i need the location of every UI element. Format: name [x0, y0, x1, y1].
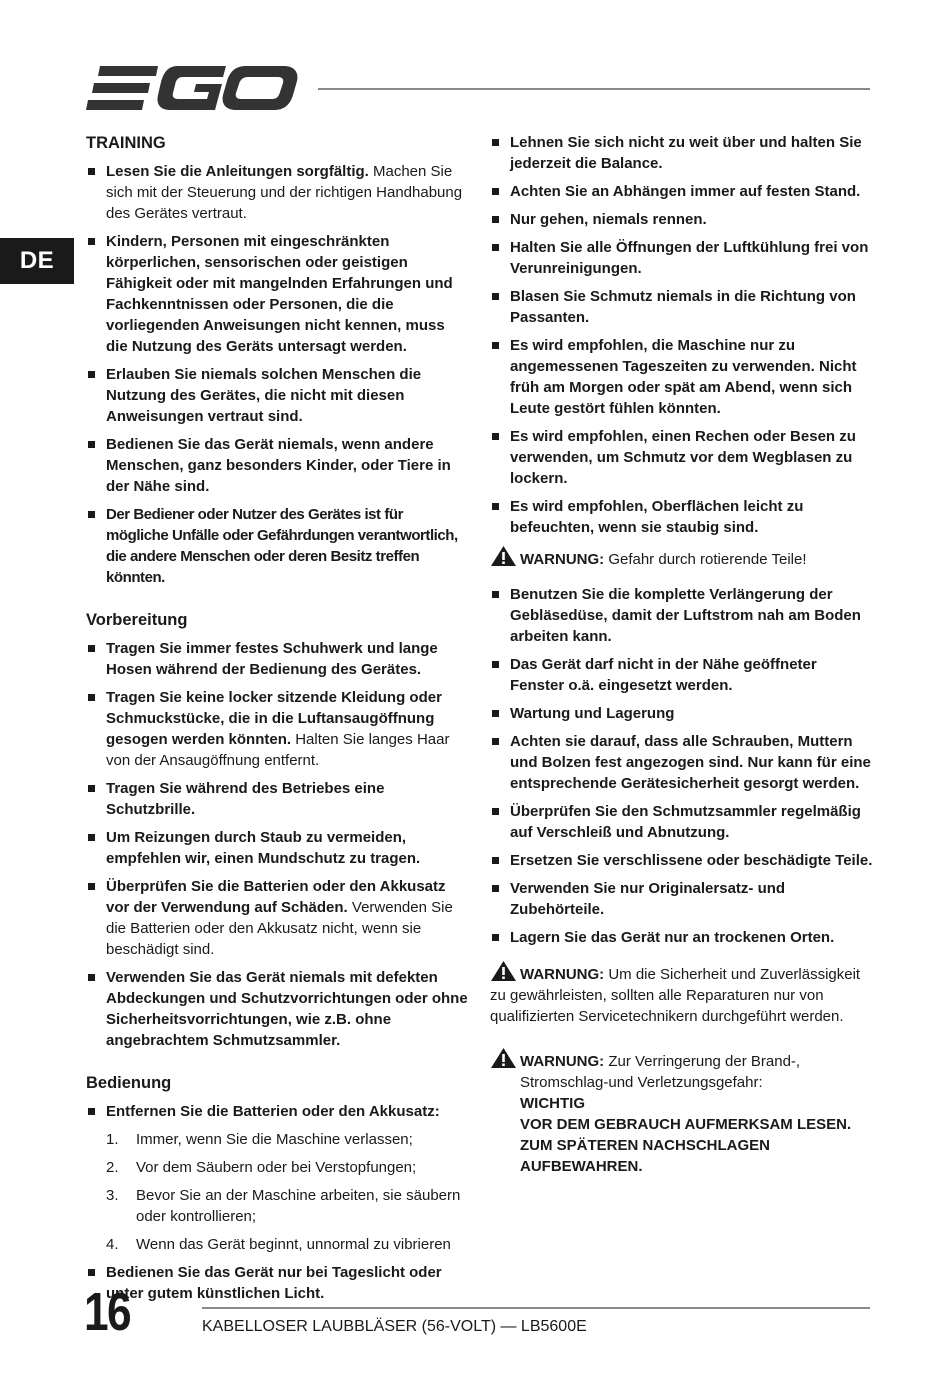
safety-list-a — [490, 132, 874, 538]
warning-fire-shock: WARNUNG: Zur Verringerung der Brand-, Stromschlag-und Verletzungsgefahr: WICHTIG VOR DEM GEBRAUCH AUFMERKSAM LESEN. ZUM SPÄTEREN NACHSCHLAGEN AUFBEWAHREN. — [490, 1047, 874, 1177]
list-item: Überprüfen Sie die Batterien oder den Akkusatz vor der Verwendung auf Schäden. Verwenden Sie die Batterien oder den Akkusatz nicht, wenn sie beschädigt sind. — [86, 876, 468, 960]
list-item: Um Reizungen durch Staub zu vermeiden, empfehlen wir, einen Mundschutz zu tragen. — [86, 827, 468, 869]
list-item: Lesen Sie die Anleitungen sorgfältig. Machen Sie sich mit der Steuerung und der richtigen Handhabung des Gerätes vertraut. — [86, 161, 468, 224]
numbered-item: 2. Vor dem Säubern oder bei Verstopfungen; — [106, 1159, 417, 1176]
list-item: Achten Sie an Abhängen immer auf festen Stand. — [490, 181, 874, 202]
list-item: Verwenden Sie das Gerät niemals mit defekten Abdeckungen und Schutzvorrichtungen oder ohne Sicherheitsvorrichtungen, wie z.B. ohne angebrachtem Schmutzsammler. — [86, 967, 468, 1051]
safety-list-b — [490, 584, 874, 948]
list-item: Bedienen Sie das Gerät niemals, wenn andere Menschen, ganz besonders Kinder, oder Tiere in der Nähe sind. — [86, 434, 468, 497]
list-item: Erlauben Sie niemals solchen Menschen die Nutzung des Gerätes, die nicht mit diesen Anweisungen vertraut sind. — [86, 364, 468, 427]
list-item: Halten Sie alle Öffnungen der Luftkühlung frei von Verunreinigungen. — [490, 237, 874, 279]
list-item: Benutzen Sie die komplette Verlängerung der Gebläsedüse, damit der Luftstrom nah am Boden arbeiten kann. — [490, 584, 874, 647]
ego-logo — [86, 64, 298, 112]
section-heading-vorbereitung: Vorbereitung — [86, 611, 188, 629]
list-item: Wartung und Lagerung — [490, 703, 874, 724]
list-item: Der Bediener oder Nutzer des Gerätes ist für mögliche Unfälle oder Gefährdungen verantwortlich, die andere Menschen oder deren Besitz treffen könnten. — [86, 504, 468, 588]
warning-repairs: WARNUNG: Um die Sicherheit und Zuverlässigkeit zu gewährleisten, sollten alle Reparaturen nur von qualifizierten Servicetechnikern durchgeführt werden. — [490, 960, 874, 1027]
list-item: Entfernen Sie die Batterien oder den Akkusatz: — [86, 1101, 468, 1122]
list-item: Kindern, Personen mit eingeschränkten körperlichen, sensorischen oder geistigen Fähigkeit oder mit mangelnden Erfahrungen und Fachkenntnissen oder Personen, die die vorliegenden Anweisungen nicht kennen, muss die Nutzung des Geräts untersagt werden. — [86, 231, 468, 357]
list-item: Tragen Sie während des Betriebes eine Schutzbrille. — [86, 778, 468, 820]
list-item: Tragen Sie immer festes Schuhwerk und lange Hosen während der Bedienung des Gerätes. — [86, 638, 468, 680]
warning-triangle-icon — [490, 1047, 517, 1069]
left-column — [86, 132, 468, 1311]
numbered-list — [86, 1129, 468, 1255]
list-item: Es wird empfohlen, Oberflächen leicht zu befeuchten, wenn sie staubig sind. — [490, 496, 874, 538]
section-heading-bedienung: Bedienung — [86, 1074, 172, 1092]
vorbereitung-list — [86, 638, 468, 1051]
right-column — [490, 132, 874, 1191]
numbered-item: 1. Immer, wenn Sie die Maschine verlassen; — [106, 1131, 413, 1148]
page-number: 16 — [84, 1282, 130, 1342]
footer-rule — [202, 1307, 870, 1309]
language-tab: DE — [0, 238, 74, 284]
list-item: Das Gerät darf nicht in der Nähe geöffneter Fenster o.ä. eingesetzt werden. — [490, 654, 874, 696]
footer-title: KABELLOSER LAUBBLÄSER (56-VOLT) — LB5600E — [202, 1318, 587, 1335]
list-item: Tragen Sie keine locker sitzende Kleidung oder Schmuckstücke, die in die Luftansaugöffnung gesogen werden könnten. Halten Sie langes Haar von der Ansaugöffnung entfernt. — [86, 687, 468, 771]
list-item: Verwenden Sie nur Originalersatz- und Zubehörteile. — [490, 878, 874, 920]
list-item: Lehnen Sie sich nicht zu weit über und halten Sie jederzeit die Balance. — [490, 132, 874, 174]
list-item: Es wird empfohlen, einen Rechen oder Besen zu verwenden, um Schmutz vor dem Wegblasen zu lockern. — [490, 426, 874, 489]
training-list — [86, 161, 468, 588]
list-item: Blasen Sie Schmutz niemals in die Richtung von Passanten. — [490, 286, 874, 328]
bedienung-list-2 — [86, 1262, 468, 1304]
warning-triangle-icon — [490, 960, 517, 982]
numbered-item: 4. Wenn das Gerät beginnt, unnormal zu vibrieren — [106, 1236, 451, 1253]
list-item: Lagern Sie das Gerät nur an trockenen Orten. — [490, 927, 874, 948]
list-item: Nur gehen, niemals rennen. — [490, 209, 874, 230]
header-rule — [318, 88, 870, 90]
list-item: Überprüfen Sie den Schmutzsammler regelmäßig auf Verschleiß und Abnutzung. — [490, 801, 874, 843]
warning-rotating-parts: WARNUNG: Gefahr durch rotierende Teile! — [490, 545, 874, 570]
bedienung-list — [86, 1101, 468, 1122]
list-item: Achten sie darauf, dass alle Schrauben, Muttern und Bolzen fest angezogen sind. Nur kann für eine entsprechende Gerätesicherheit gesorgt werden. — [490, 731, 874, 794]
list-item: Bedienen Sie das Gerät nur bei Tageslicht oder unter gutem künstlichen Licht. — [86, 1262, 468, 1304]
warning-triangle-icon — [490, 545, 517, 567]
numbered-item: 3. Bevor Sie an der Maschine arbeiten, sie säubern oder kontrollieren; — [106, 1187, 461, 1225]
section-heading-training: TRAINING — [86, 134, 166, 152]
list-item: Ersetzen Sie verschlissene oder beschädigte Teile. — [490, 850, 874, 871]
list-item: Es wird empfohlen, die Maschine nur zu angemessenen Tageszeiten zu verwenden. Nicht früh am Morgen oder spät am Abend, wenn sich Leute gestört fühlen könnten. — [490, 335, 874, 419]
